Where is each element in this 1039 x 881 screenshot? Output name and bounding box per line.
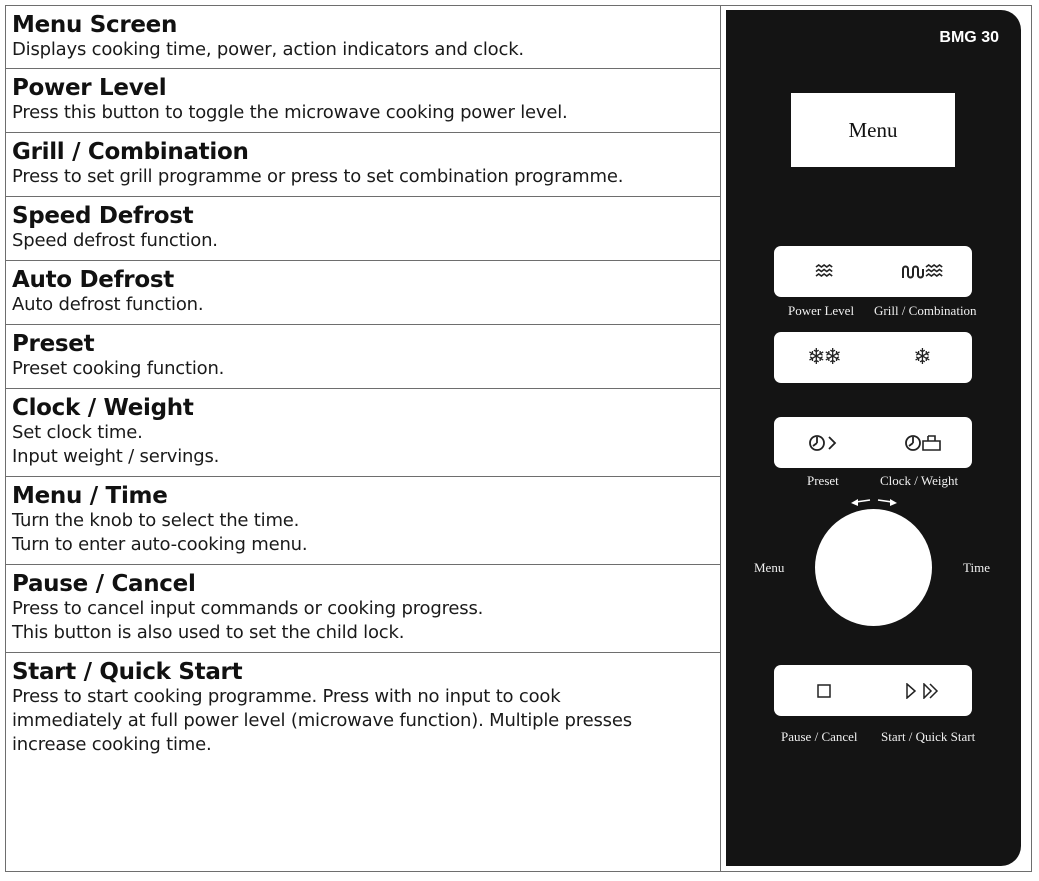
preset-button[interactable]	[774, 417, 873, 468]
row-title: Auto Defrost	[12, 267, 174, 293]
stop-square-icon	[817, 684, 831, 698]
play-fast-forward-icon	[905, 683, 941, 699]
knob-menu-label: Menu	[754, 560, 785, 575]
screen-text: Menu	[848, 117, 898, 142]
row-desc: Input weight / servings.	[12, 446, 220, 467]
pause-start-button-group	[774, 665, 972, 716]
rotate-arrows-icon	[848, 496, 900, 510]
row-title: Menu / Time	[12, 483, 168, 509]
clock-weight-button[interactable]	[873, 417, 972, 468]
row-title: Start / Quick Start	[12, 659, 243, 685]
row-menu-screen	[6, 6, 721, 69]
grill-combination-label: Grill / Combination	[874, 303, 977, 318]
row-auto-defrost	[6, 261, 721, 325]
row-clock-weight	[6, 389, 721, 477]
row-menu-time	[6, 477, 721, 565]
power-grill-button-group	[774, 246, 972, 297]
menu-screen	[791, 93, 955, 167]
row-title: Pause / Cancel	[12, 571, 196, 597]
power-level-button[interactable]	[774, 246, 873, 297]
row-desc: Displays cooking time, power, action indicators and clock.	[12, 39, 524, 60]
pause-cancel-button[interactable]	[774, 665, 873, 716]
row-speed-defrost	[6, 197, 721, 261]
row-desc: Press to cancel input commands or cooking progress.	[12, 598, 484, 619]
knob-time-label: Time	[963, 560, 990, 575]
auto-defrost-button[interactable]	[873, 332, 972, 383]
row-title: Speed Defrost	[12, 203, 194, 229]
row-power-level	[6, 69, 721, 133]
row-title: Preset	[12, 331, 95, 357]
start-quick-start-label: Start / Quick Start	[881, 729, 976, 744]
row-desc: Speed defrost function.	[12, 230, 218, 251]
row-desc: Set clock time.	[12, 422, 143, 443]
row-title: Power Level	[12, 75, 167, 101]
row-preset	[6, 325, 721, 389]
row-desc: Preset cooking function.	[12, 358, 225, 379]
row-desc: Press to start cooking programme. Press with no input to cook	[12, 686, 561, 707]
row-desc: Auto defrost function.	[12, 294, 204, 315]
row-title: Menu Screen	[12, 12, 178, 38]
defrost-button-group	[774, 332, 972, 383]
clock-arrow-icon	[808, 434, 840, 452]
model-name: BMG 30	[939, 29, 999, 46]
preset-clock-button-group	[774, 417, 972, 468]
clock-weight-icon	[904, 434, 942, 452]
snowflake-icon: ❄	[913, 345, 932, 370]
grill-combination-button[interactable]	[873, 246, 972, 297]
grill-waves-icon	[902, 264, 944, 280]
row-grill-combination	[6, 133, 721, 197]
control-panel	[726, 10, 1021, 866]
row-desc: Press this button to toggle the microwave cooking power level.	[12, 102, 568, 123]
double-snowflake-icon: ❄❄	[807, 345, 840, 370]
preset-label: Preset	[807, 473, 839, 488]
row-desc: immediately at full power level (microwave function). Multiple presses	[12, 710, 632, 731]
clock-weight-label: Clock / Weight	[880, 473, 959, 488]
row-desc: This button is also used to set the child lock.	[12, 622, 405, 643]
row-start-quick-start	[6, 653, 721, 872]
row-desc: Turn the knob to select the time.	[12, 510, 300, 531]
row-desc: Press to set grill programme or press to set combination programme.	[12, 166, 624, 187]
power-level-label: Power Level	[788, 303, 855, 318]
row-title: Grill / Combination	[12, 139, 249, 165]
start-quick-start-button[interactable]	[873, 665, 972, 716]
row-desc: increase cooking time.	[12, 734, 212, 755]
menu-time-knob[interactable]	[815, 509, 932, 626]
row-desc: Turn to enter auto-cooking menu.	[12, 534, 308, 555]
row-title: Clock / Weight	[12, 395, 194, 421]
pause-cancel-label: Pause / Cancel	[781, 729, 858, 744]
row-pause-cancel	[6, 565, 721, 653]
function-list	[6, 6, 721, 872]
speed-defrost-button[interactable]	[774, 332, 873, 383]
microwave-waves-icon	[815, 264, 833, 280]
column-divider	[720, 6, 721, 872]
